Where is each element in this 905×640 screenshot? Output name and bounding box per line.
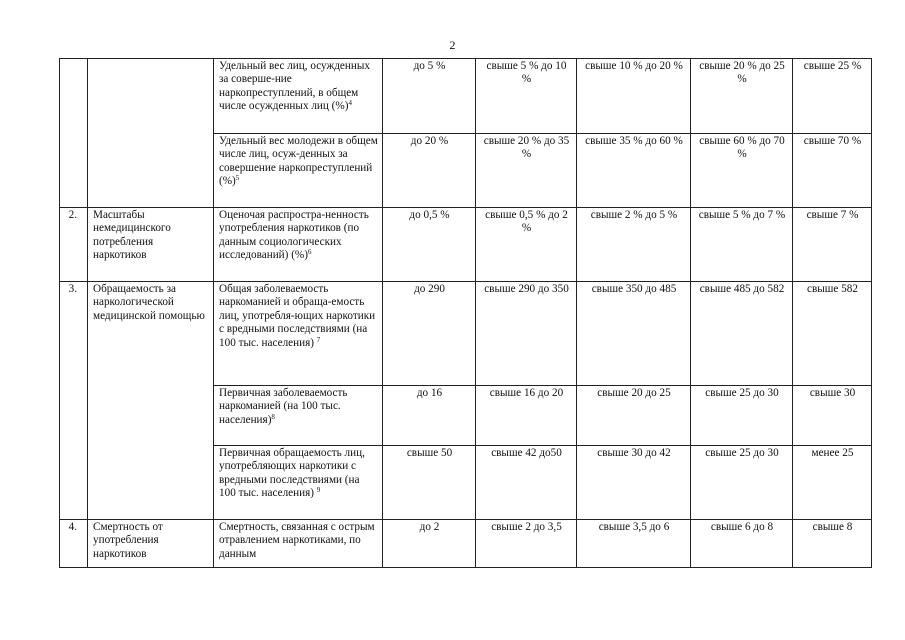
indicator-text: Удельный вес молодежи в общем числе лиц, осуж-денных за совершение наркопреступлений (%) [219,135,378,188]
indicators-table [59,58,872,568]
value-cell: свыше 10 % до 20 % [577,59,691,134]
footnote-ref: 6 [307,248,312,257]
footnote-ref: 5 [235,174,240,183]
value-cell: свыше 350 до 485 [577,282,691,386]
value-cell: свыше 5 % до 7 % [691,208,793,282]
indicator-group-name [88,520,214,568]
footnote-ref: 8 [271,412,275,421]
indicator-group-name: Масштабы немедицинского потребления наркотиков [88,208,214,282]
value-cell: свыше 60 % до 70 % [691,134,793,208]
indicator-cell [214,59,383,134]
indicator-group-name: Обращаемость за наркологической медицинской помощью [88,282,214,520]
footnote-ref: 7 [316,335,321,344]
indicator-cell [214,134,383,208]
row-number [60,59,88,208]
value-cell: свыше 7 % [793,208,872,282]
value-cell: свыше 3,5 до 6 [577,520,691,568]
value-cell: свыше 0,5 % до 2 % [476,208,577,282]
value-cell: свыше 30 [793,386,872,446]
indicator-text: Смертность, связанная с острым отравлением наркотиками, по данным [219,521,375,560]
indicator-text: Оценочая распростра-ненность употребления наркотиков (по данным социологических исследований) (%) [219,209,369,262]
indicator-cell [214,520,383,568]
value-cell: свыше 25 до 30 [691,446,793,520]
table-row [60,282,872,386]
value-cell: свыше 2 % до 5 % [577,208,691,282]
value-cell: до 0,5 % [383,208,476,282]
value-cell: до 5 % [383,59,476,134]
value-cell: до 20 % [383,134,476,208]
value-cell: свыше 42 до50 [476,446,577,520]
page-number: 2 [449,38,456,52]
value-cell: свыше 20 до 25 [577,386,691,446]
value-cell: свыше 6 до 8 [691,520,793,568]
group-name-text: Смертность от употребления наркотиков [93,521,163,560]
value-cell: свыше 5 % до 10 % [476,59,577,134]
value-cell: свыше 20 % до 25 % [691,59,793,134]
indicator-text: Удельный вес лиц, осужденных за соверше-ние наркопреступлений, в общем числе осужденных лиц (%) [219,60,370,113]
indicator-cell [214,208,383,282]
indicator-cell [214,282,383,386]
indicator-group-name [88,59,214,208]
value-cell: до 16 [383,386,476,446]
row-number: 2. [60,208,88,282]
row-number: 3. [60,282,88,520]
value-cell: до 290 [383,282,476,386]
indicator-text: Общая заболеваемость наркоманией и обраща-емость лиц, употребля-ющих наркотики с вредными последствиями (на 100 тыс. населения) [219,283,376,349]
indicator-text: Первичная заболеваемость наркоманией (на 100 тыс. населения) [219,387,348,426]
value-cell: свыше 582 [793,282,872,386]
value-cell: свыше 50 [383,446,476,520]
value-cell: свыше 25 до 30 [691,386,793,446]
value-cell: менее 25 [793,446,872,520]
value-cell: свыше 8 [793,520,872,568]
table-row [60,208,872,282]
value-cell: свыше 30 до 42 [577,446,691,520]
row-number: 4. [60,520,88,568]
value-cell: свыше 25 % [793,59,872,134]
indicator-cell [214,446,383,520]
footnote-ref: 9 [316,486,321,495]
value-cell: свыше 2 до 3,5 [476,520,577,568]
value-cell: свыше 290 до 350 [476,282,577,386]
value-cell: свыше 20 % до 35 % [476,134,577,208]
value-cell: свыше 35 % до 60 % [577,134,691,208]
footnote-ref: 4 [348,99,352,108]
value-cell: свыше 16 до 20 [476,386,577,446]
table-row [60,520,872,568]
value-cell: свыше 70 % [793,134,872,208]
indicator-cell [214,386,383,446]
value-cell: до 2 [383,520,476,568]
value-cell: свыше 485 до 582 [691,282,793,386]
table-row [60,59,872,134]
indicator-text: Первичная обращаемость лиц, употребляющих наркотики с вредными последствиями (на 100 тыс. населения) [219,447,365,500]
